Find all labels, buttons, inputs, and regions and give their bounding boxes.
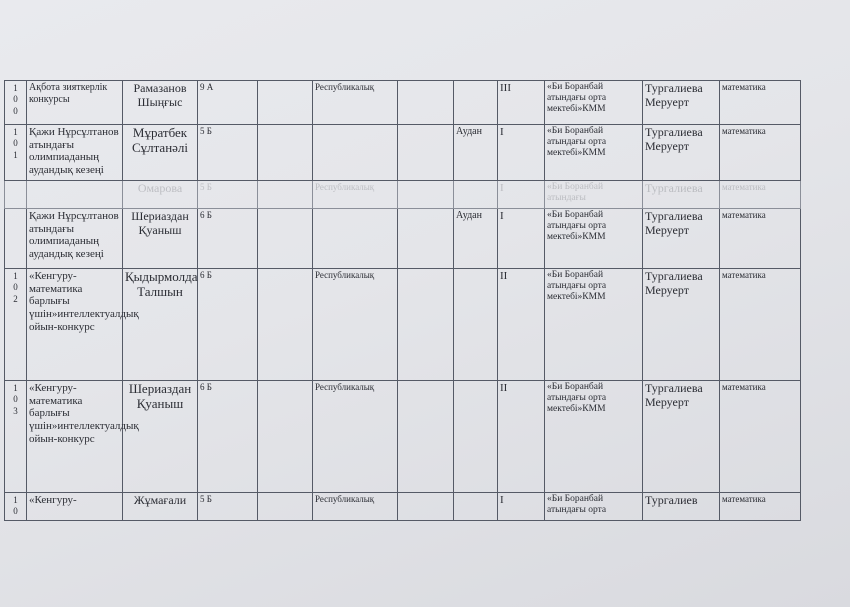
class-cell: 5 Б: [198, 493, 258, 521]
row-number-digit: 1: [13, 127, 18, 137]
empty-cell: [398, 209, 454, 269]
student-name-cell: Қыдырмолда Талшын: [123, 269, 198, 381]
class-cell: 5 Б: [198, 181, 258, 209]
teacher-cell: Тургалиева Меруерт: [643, 269, 720, 381]
empty-cell: [258, 125, 313, 181]
row-number-digit: 1: [13, 83, 18, 93]
row-number-cell: [5, 493, 27, 521]
teacher-cell: Тургалиева Меруерт: [643, 125, 720, 181]
place-cell: II: [498, 381, 545, 493]
place-cell: I: [498, 181, 545, 209]
place-cell: I: [498, 209, 545, 269]
school-cell: «Би Боранбай атындағы орта: [545, 493, 643, 521]
level-district-cell: [454, 81, 498, 125]
school-cell: «Би Боранбай атындағы орта мектебі»КММ: [545, 269, 643, 381]
row-number-digit: 1: [13, 495, 18, 505]
teacher-cell: Тургалиева: [643, 181, 720, 209]
level-republic-cell: Республикалық: [313, 493, 398, 521]
row-number-digit: 0: [13, 394, 18, 405]
level-district-cell: [454, 493, 498, 521]
class-cell: 6 Б: [198, 209, 258, 269]
place-cell: I: [498, 125, 545, 181]
row-number-digit: 1: [13, 271, 18, 281]
row-number-digit: 0: [13, 94, 18, 105]
row-number-cell: [5, 181, 27, 209]
row-number-cell: [5, 81, 27, 125]
awards-table: [4, 80, 801, 521]
empty-cell: [258, 209, 313, 269]
level-district-cell: Аудан: [454, 209, 498, 269]
class-cell: 6 Б: [198, 269, 258, 381]
level-district-cell: Аудан: [454, 125, 498, 181]
row-number-digit: 0: [13, 105, 18, 116]
teacher-cell: Тургалиева Меруерт: [643, 209, 720, 269]
empty-cell: [258, 81, 313, 125]
teacher-cell: Тургалиева Меруерт: [643, 81, 720, 125]
student-name-cell: Омарова: [123, 181, 198, 209]
contest-name-cell: «Кенгуру-: [27, 493, 123, 521]
row-number-digit: 1: [13, 383, 18, 393]
level-district-cell: [454, 269, 498, 381]
level-republic-cell: [313, 209, 398, 269]
empty-cell: [398, 125, 454, 181]
school-cell: «Би Боранбай атындағы: [545, 181, 643, 209]
table-row: [5, 81, 801, 125]
empty-cell: [258, 493, 313, 521]
contest-name-cell: «Кенгуру-математика барлығы үшін»интеллектуалдық ойын-конкурс: [27, 269, 123, 381]
row-number-digit: 3: [13, 405, 18, 416]
class-cell: 5 Б: [198, 125, 258, 181]
class-cell: 6 Б: [198, 381, 258, 493]
table-row: [5, 269, 801, 381]
teacher-cell: Тургалиев: [643, 493, 720, 521]
subject-cell: математика: [720, 81, 801, 125]
student-name-cell: Шериаздан Қуаныш: [123, 209, 198, 269]
school-cell: «Би Боранбай атындағы орта мектебі»КММ: [545, 381, 643, 493]
row-number-digit: 0: [13, 506, 18, 517]
subject-cell: математика: [720, 209, 801, 269]
level-republic-cell: Республикалық: [313, 381, 398, 493]
subject-cell: математика: [720, 269, 801, 381]
table-row: [5, 381, 801, 493]
subject-cell: математика: [720, 493, 801, 521]
contest-name-cell: «Кенгуру-математика барлығы үшін»интеллектуалдық ойын-конкурс: [27, 381, 123, 493]
student-name-cell: Шериаздан Қуаныш: [123, 381, 198, 493]
table-row: [5, 181, 801, 209]
student-name-cell: Рамазанов Шыңғыс: [123, 81, 198, 125]
empty-cell: [398, 181, 454, 209]
table-row: [5, 493, 801, 521]
place-cell: II: [498, 269, 545, 381]
school-cell: «Би Боранбай атындағы орта мектебі»КММ: [545, 81, 643, 125]
row-number-digit: 0: [13, 138, 18, 149]
empty-cell: [398, 81, 454, 125]
row-number-cell: [5, 269, 27, 381]
row-number-cell: [5, 381, 27, 493]
level-district-cell: [454, 381, 498, 493]
level-republic-cell: Республикалық: [313, 181, 398, 209]
student-name-cell: Мұратбек Сұлтанәлі: [123, 125, 198, 181]
empty-cell: [398, 269, 454, 381]
level-republic-cell: [313, 125, 398, 181]
row-number-digit: 0: [13, 282, 18, 293]
subject-cell: математика: [720, 181, 801, 209]
row-number-digit: 2: [13, 293, 18, 304]
level-republic-cell: Республикалық: [313, 269, 398, 381]
place-cell: III: [498, 81, 545, 125]
contest-name-cell: Ақбота зияткерлік конкурсы: [27, 81, 123, 125]
subject-cell: математика: [720, 381, 801, 493]
row-number-cell: [5, 125, 27, 181]
teacher-cell: Тургалиева Меруерт: [643, 381, 720, 493]
table-row: [5, 125, 801, 181]
place-cell: I: [498, 493, 545, 521]
level-district-cell: [454, 181, 498, 209]
contest-name-cell: Қажи Нұрсұлтанов атындағы олимпиаданың аудандық кезеңі: [27, 209, 123, 269]
row-number-cell: [5, 209, 27, 269]
empty-cell: [258, 181, 313, 209]
empty-cell: [258, 381, 313, 493]
contest-name-cell: Қажи Нұрсұлтанов атындағы олимпиаданың аудандық кезеңі: [27, 125, 123, 181]
table-row: [5, 209, 801, 269]
empty-cell: [398, 493, 454, 521]
school-cell: «Би Боранбай атындағы орта мектебі»КММ: [545, 125, 643, 181]
student-name-cell: Жұмағали: [123, 493, 198, 521]
school-cell: «Би Боранбай атындағы орта мектебі»КММ: [545, 209, 643, 269]
row-number-digit: 1: [13, 149, 18, 160]
contest-name-cell: [27, 181, 123, 209]
level-republic-cell: Республикалық: [313, 81, 398, 125]
class-cell: 9 А: [198, 81, 258, 125]
empty-cell: [398, 381, 454, 493]
empty-cell: [258, 269, 313, 381]
subject-cell: математика: [720, 125, 801, 181]
